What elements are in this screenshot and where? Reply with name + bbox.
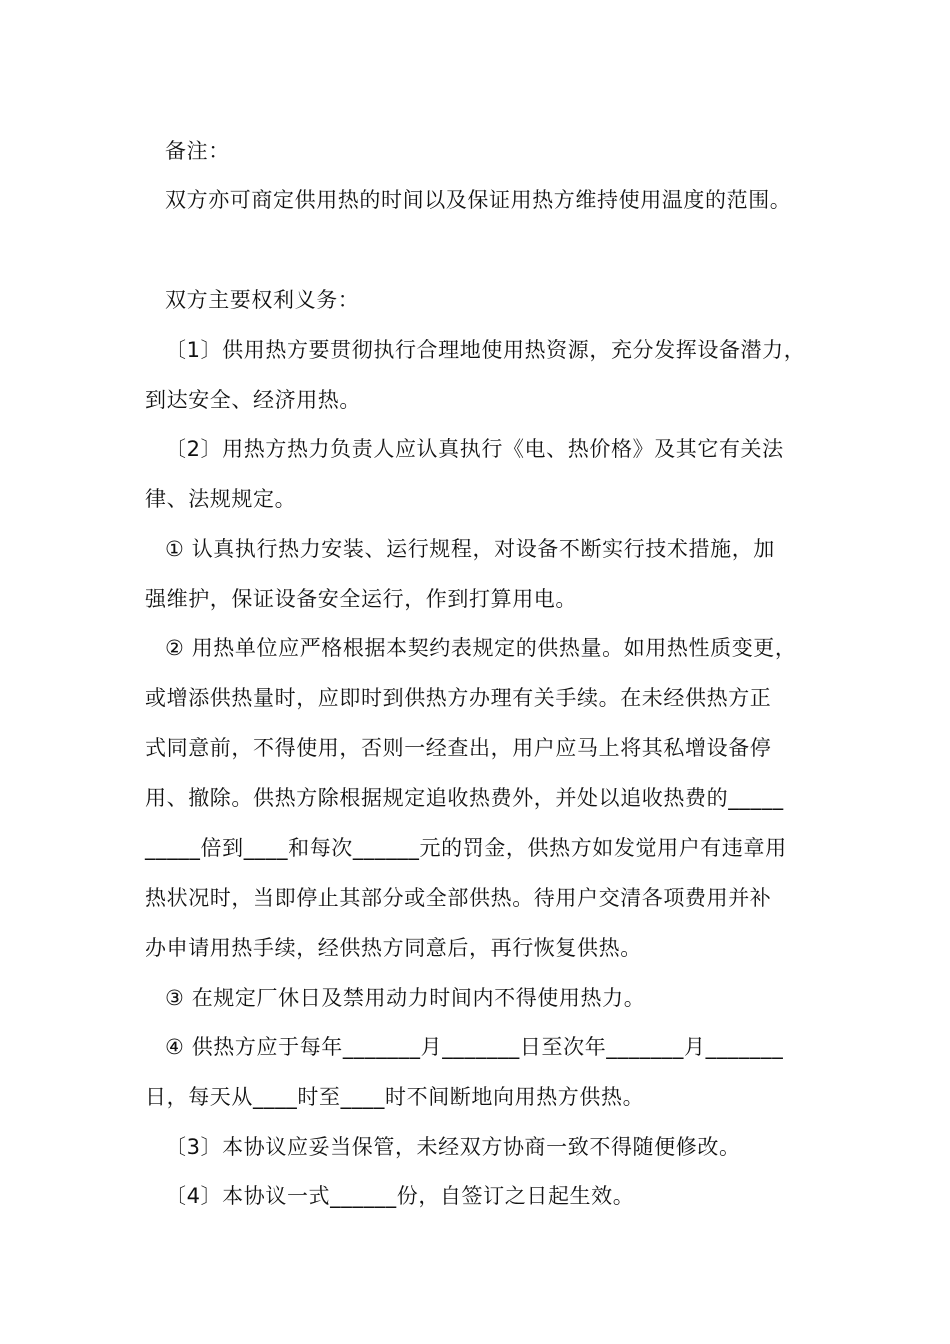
remarks-paragraph (165, 175, 845, 225)
text-line: 办申请用热手续，经供热方同意后，再行恢复供热。 (145, 936, 642, 960)
text-line: 强维护，保证设备安全运行，作到打算用电。 (145, 587, 577, 611)
remarks-heading (165, 126, 845, 176)
text-line: 〔3〕本协议应妥当保管，未经双方协商一致不得随便修改。 (165, 1135, 741, 1159)
clause-4 (145, 1171, 825, 1221)
text-line: ① 认真执行热力安装、运行规程，对设备不断实行技术措施，加 (165, 537, 775, 561)
text-line: 双方主要权利义务： (165, 288, 360, 312)
clause-3 (145, 1122, 825, 1172)
text-line: ③ 在规定厂休日及禁用动力时间内不得使用热力。 (165, 986, 646, 1010)
text-line: 用、撤除。供热方除根据规定追收热费外，并处以追收热费的_____ (145, 786, 784, 810)
text-line: 双方亦可商定供用热的时间以及保证用热方维持使用温度的范围。 (165, 188, 792, 212)
text-line: ④ 供热方应于每年_______月_______日至次年_______月_______ (165, 1035, 784, 1059)
clause-2 (145, 424, 825, 524)
text-line: 式同意前，不得使用，否则一经查出，用户应马上将其私增设备停 (145, 736, 772, 760)
rights-heading (165, 275, 845, 325)
text-line: 〔1〕供用热方要贯彻执行合理地使用热资源，充分发挥设备潜力， (165, 338, 806, 362)
item-1 (145, 524, 825, 624)
text-line: 或增添供热量时，应即时到供热方办理有关手续。在未经供热方正 (145, 686, 772, 710)
text-line: _____倍到____和每次______元的罚金，供热方如发觉用户有违章用 (145, 836, 787, 860)
text-line: 〔4〕本协议一式______份，自签订之日起生效。 (165, 1184, 635, 1208)
item-3 (145, 973, 825, 1023)
text-line: 律、法规规定。 (145, 487, 297, 511)
text-line: 备注： (165, 139, 230, 163)
item-4 (145, 1022, 825, 1122)
clause-1 (145, 325, 825, 425)
text-line: 热状况时，当即停止其部分或全部供热。待用户交清各项费用并补 (145, 886, 772, 910)
text-line: 到达安全、经济用热。 (145, 388, 361, 412)
text-line: ② 用热单位应严格根据本契约表规定的供热量。如用热性质变更， (165, 636, 797, 660)
text-line: 日，每天从____时至____时不间断地向用热方供热。 (145, 1085, 645, 1109)
item-2 (145, 623, 825, 973)
text-line: 〔2〕用热方热力负责人应认真执行《电、热价格》及其它有关法 (165, 437, 784, 461)
